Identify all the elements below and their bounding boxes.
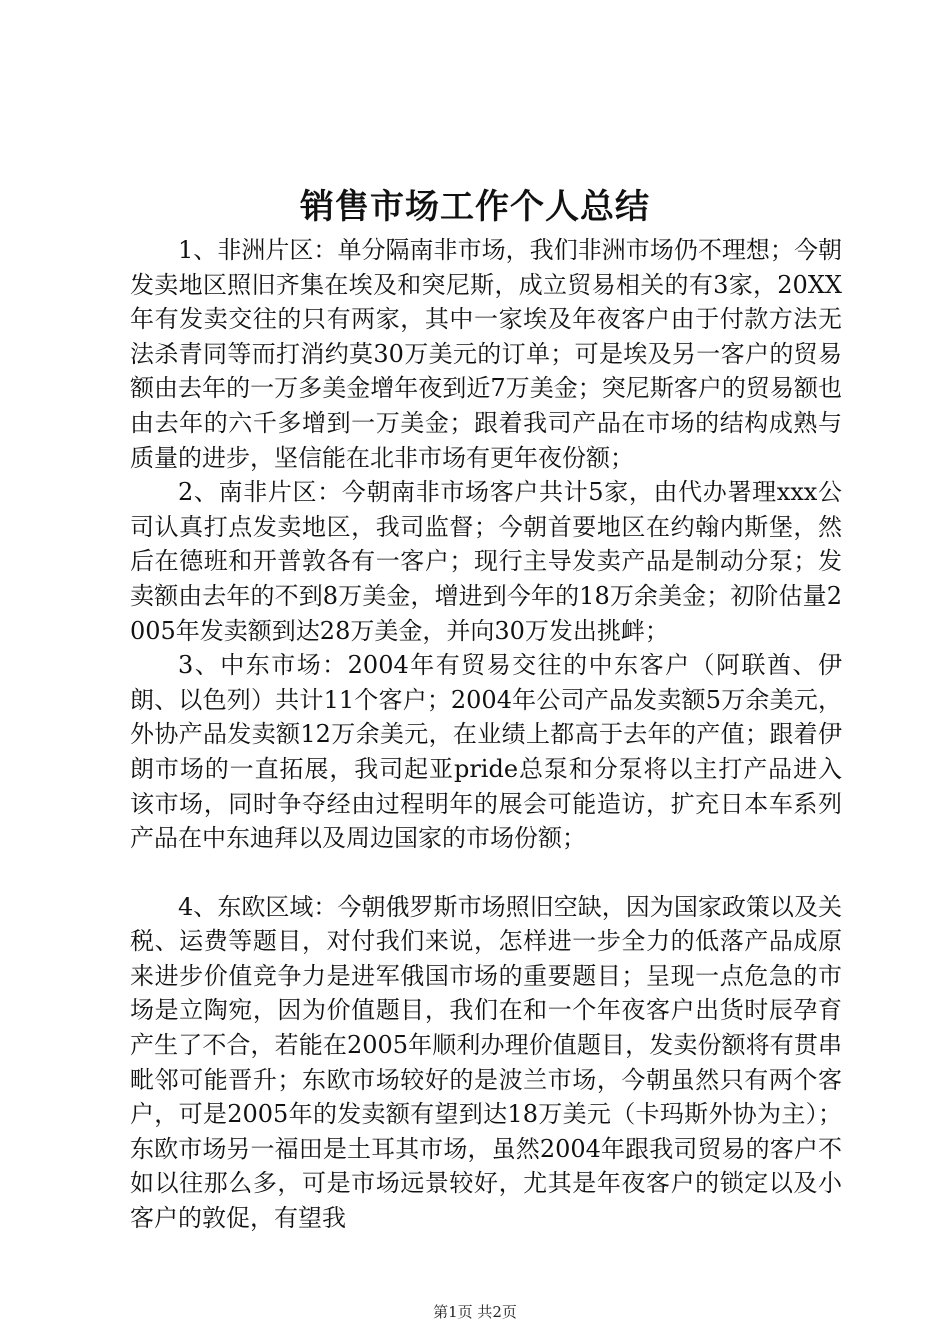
page-number-footer: 第1页 共2页 [433, 1303, 517, 1321]
paragraph-middle-east: 3、中东市场：2004年有贸易交往的中东客户（阿联酋、伊朗、以色列）共计11个客户；2004年公司产品发卖额5万余美元，外协产品发卖额12万余美元，在业绩上都高于去年的产值；跟着伊朗市场的一直拓展，我司起亚pride总泵和分泵将以主打产品进入该市场，同时争夺经由过程明年的展会可能造访，扩充日本车系列产品在中东迪拜以及周边国家的市场份额； [130, 651, 842, 853]
document-body [130, 233, 842, 1236]
document-title: 销售市场工作个人总结 [300, 187, 650, 227]
paragraph-eastern-europe: 4、东欧区域：今朝俄罗斯市场照旧空缺，因为国家政策以及关税、运费等题目，对付我们来说，怎样进一步全力的低落产品成原来进步价值竞争力是进军俄国市场的重要题目；呈现一点危急的市场是立陶宛，因为价值题目，我们在和一个年夜客户出货时辰孕育产生了不合，若能在2005年顺利办理价值题目，发卖份额将有贯串毗邻可能晋升；东欧市场较好的是波兰市场，今朝虽然只有两个客户，可是2005年的发卖额有望到达18万美元（卡玛斯外协为主）；东欧市场另一福田是土耳其市场，虽然2004年跟我司贸易的客户不如以往那么多，可是市场远景较好，尤其是年夜客户的锁定以及小客户的敦促，有望我 [130, 892, 842, 1233]
paragraph-africa: 1、非洲片区：单分隔南非市场，我们非洲市场仍不理想；今朝发卖地区照旧齐集在埃及和突尼斯，成立贸易相关的有3家，20XX年有发卖交往的只有两家，其中一家埃及年夜客户由于付款方法无法杀青同等而打消约莫30万美元的订单；可是埃及另一客户的贸易额由去年的一万多美金增年夜到近7万美金；突尼斯客户的贸易额也由去年的六千多增到一万美金；跟着我司产品在市场的结构成熟与质量的进步，坚信能在北非市场有更年夜份额； [130, 236, 842, 472]
paragraph-south-africa: 2、南非片区：今朝南非市场客户共计5家，由代办署理xxx公司认真打点发卖地区，我司监督；今朝首要地区在约翰内斯堡，然后在德班和开普敦各有一客户；现行主导发卖产品是制动分泵；发卖额由去年的不到8万美金，增进到今年的18万余美金；初阶估量2005年发卖额到达28万美金，并向30万发出挑衅； [130, 478, 842, 645]
